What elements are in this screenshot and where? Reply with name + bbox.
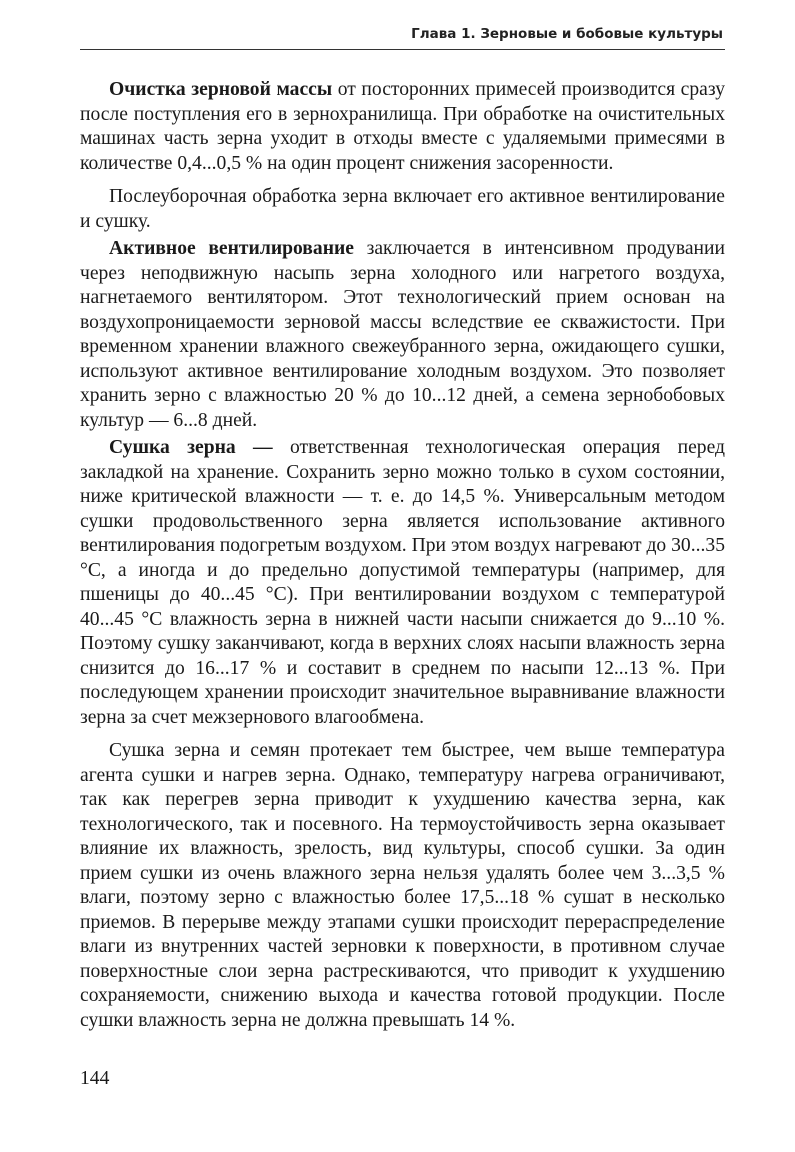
term-grain-drying: Сушка зерна — xyxy=(109,437,273,458)
paragraph-text: Сушка зерна и семян протекает тем быстрее, чем выше температура агента сушки и нагрев зерна. Однако, температуру нагрева ограничивают, так как перегрев зерна приводит к ухудшению качества зерна, как технологического, так и посевного. На термоустойчивость зерна оказывает влияние их влажность, зрелость, вид культуры, способ сушки. За один прием сушки из очень влажного зерна нельзя удалять более чем 3...3,5 % влаги, поэтому зерно с влажностью более 17,5...18 % сушат в несколько приемов. В перерыве между этапами сушки происходит перераспределение влаги из внутренних частей зерновки к поверхности, в противном случае поверхностные слои зерна растрескиваются, что приводит к ухудшению сохраняемости, снижению выхода и качества готовой продукции. После сушки влажность зерна не должна превышать 14 %. xyxy=(80,740,725,1031)
term-active-ventilation: Активное вентилирование xyxy=(109,238,354,259)
paragraph-drying-process xyxy=(80,739,725,1033)
page-number: 144 xyxy=(80,1068,110,1089)
paragraph-grain-drying xyxy=(80,436,725,730)
body-text xyxy=(80,78,725,1033)
paragraph-text: от посторонних примесей производится сразу после поступления его в зернохранилища. При обработке на очистительных машинах часть зерна уходит в отходы вместе с удаляемыми примесями в количестве 0,4...0,5 % на один процент снижения засоренности. xyxy=(80,79,725,174)
paragraph-text: ответственная технологическая операция перед закладкой на хранение. Сохранить зерно можно только в сухом состоянии, ниже критической влажности — т. е. до 14,5 %. Универсальным методом сушки продовольственного зерна является использование активного вентилирования подогретым воздухом. При этом воздух нагревают до 30...35 °С, а иногда и до предельно допустимой температуры (например, для пшеницы до 40...45 °С). При вентилировании воздухом с температурой 40...45 °С влажность зерна в нижней части насыпи снижается до 9...10 %. Поэтому сушку заканчивают, когда в верхних слоях насыпи влажность зерна снизится до 16...17 % и составит в среднем по насыпи 12...13 %. При последующем хранении происходит значительное выравнивание влажности зерна за счет межзернового влагообмена. xyxy=(80,437,725,728)
paragraph-text: Послеуборочная обработка зерна включает его активное вентилирование и сушку. xyxy=(80,186,725,232)
paragraph-active-ventilation xyxy=(80,237,725,433)
running-header: Глава 1. Зерновые и бобовые культуры xyxy=(411,26,723,42)
term-grain-cleaning: Очистка зерновой массы xyxy=(109,79,333,100)
paragraph-grain-cleaning xyxy=(80,78,725,176)
header-rule xyxy=(80,49,725,50)
paragraph-post-harvest xyxy=(80,185,725,234)
paragraph-text: заключается в интенсивном продувании через неподвижную насыпь зерна холодного или нагретого воздуха, нагнетаемого вентилятором. Этот технологический прием основан на воздухопроницаемости зерновой массы вследствие ее скважистости. При временном хранении влажного свежеубранного зерна, ожидающего сушки, используют активное вентилирование холодным воздухом. Это позволяет хранить зерно с влажностью 20 % до 10...12 дней, а семена зернобобовых культур — 6...8 дней. xyxy=(80,238,725,431)
